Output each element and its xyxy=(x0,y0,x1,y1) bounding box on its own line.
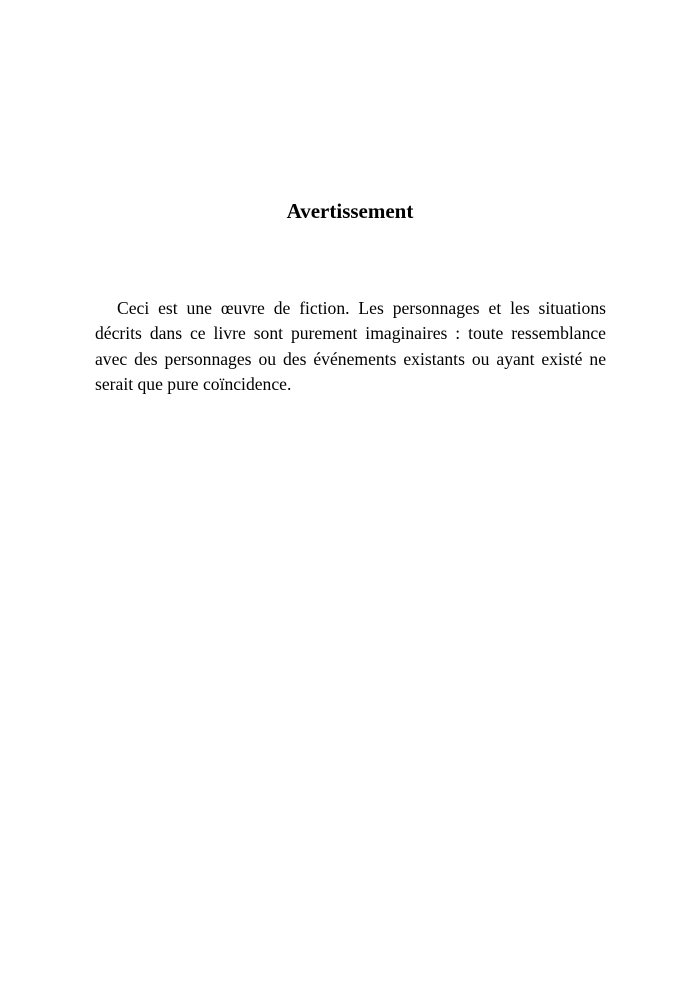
page-title: Avertissement xyxy=(286,199,414,223)
disclaimer-paragraph: Ceci est une œuvre de fiction. Les personnages et les situations décrits dans ce livre sont purement imaginaires : toute ressemblance avec des personnages ou des événements existants ou ayant existé ne serait que pure coïncidence. xyxy=(95,298,606,394)
